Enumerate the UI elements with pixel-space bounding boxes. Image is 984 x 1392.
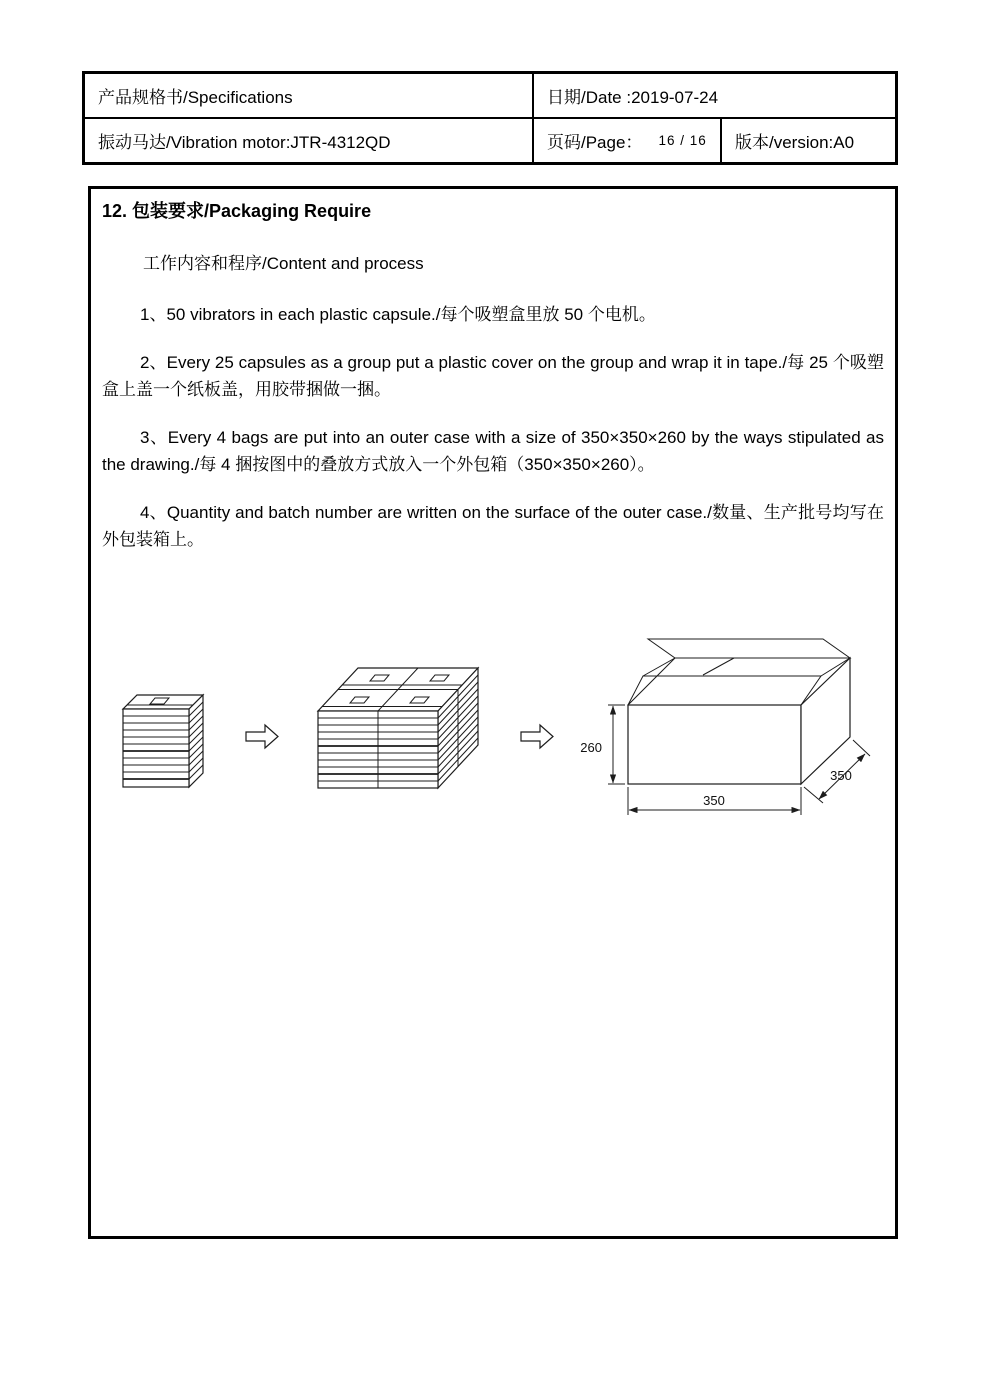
header-row-1 [85,74,895,119]
dim-depth-label: 350 [830,768,852,783]
page-number-cell [534,119,722,162]
section-subtitle: 工作内容和程序/Content and process [143,254,424,273]
packing-diagram [99,621,891,837]
page-label: 页码/Page： [547,133,643,152]
packing-step-2: 2、Every 25 capsules as a group put a plastic cover on the group and wrap it in tape./每 25 个吸塑盒上盖一个纸板盖，用胶带捆做一捆。 [102,353,884,399]
header-row-2 [85,119,895,162]
packaging-section-frame [88,186,898,1239]
section-title: 12. 包装要求/Packaging Require [102,201,372,221]
bundle-stack-drawing [123,695,203,787]
packing-step-3: 3、Every 4 bags are put into an outer case with a size of 350×350×260 by the ways stipulated as the drawing./每 4 捆按图中的叠放方式放入一个外包箱（350×350×260）。 [102,428,884,474]
dim-height-label: 260 [580,740,602,755]
packaging-content [91,189,895,553]
packing-step-4: 4、Quantity and batch number are written on the surface of the outer case./数量、生产批号均写在外包装箱上。 [102,503,884,549]
date-label: 日期/Date :2019-07-24 [547,88,719,107]
flow-arrow-icon [521,725,553,748]
spec-header-table [82,71,898,165]
motor-model-label: 振动马达/Vibration motor:JTR-4312QD [85,119,534,162]
product-spec-label: 产品规格书/Specifications [85,74,534,117]
dim-width-label: 350 [703,793,725,808]
packing-step-1: 1、50 vibrators in each plastic capsule./每个吸塑盒里放 50 个电机。 [140,305,656,324]
flow-arrow-icon [246,725,278,748]
outer-case-drawing [628,639,850,784]
bundle-group-drawing [318,668,478,788]
version-label: 版本/version:A0 [735,133,855,152]
page-value: 16 / 16 [658,133,707,148]
